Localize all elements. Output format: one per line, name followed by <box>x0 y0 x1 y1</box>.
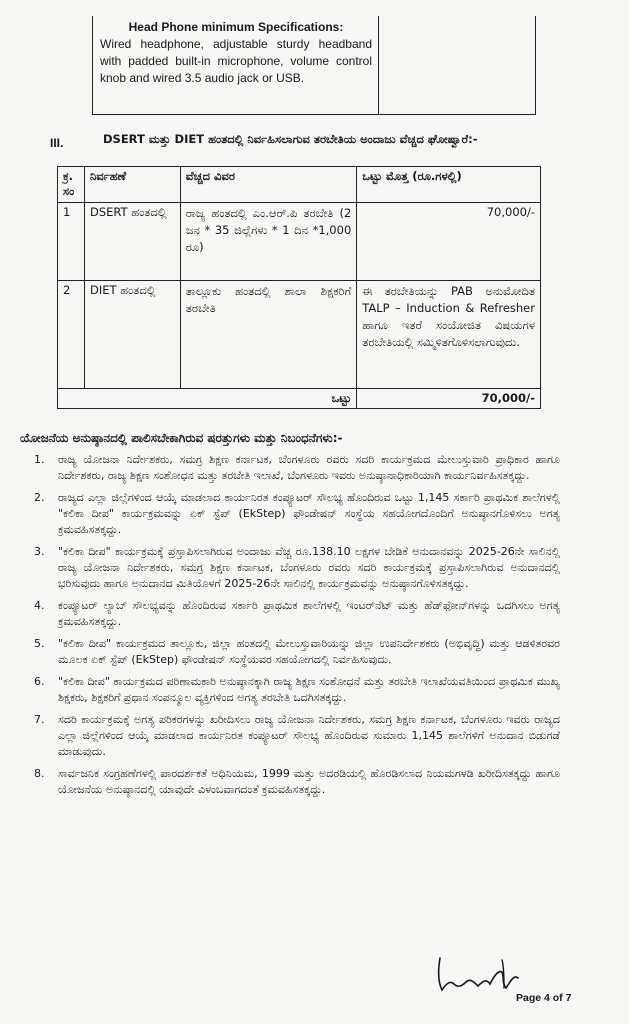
list-item: 8. ಸಾರ್ವಜನಿಕ ಸಂಗ್ರಹಣೆಗಳಲ್ಲಿ ಪಾರದರ್ಶಕತೆ ಅಧಿನಿಯಮ, 1999 ಮತ್ತು ಅದರಡಿಯಲ್ಲಿ ಹೊರಡಿಸಲಾದ ನಿಯಮಗಳಡಿ ಖರೀದಿಸತಕ್ಕದ್ದು ಹಾಗೂ ಯೋಜನೆಯ ಅನುಷ್ಠಾನದಲ್ಲಿ ಯಾವುದೇ ವಿಳಂಬವಾಗದಂತೆ ಕ್ರಮವಹಿಸತಕ್ಕದ್ದು. <box>34 767 560 796</box>
row-detail: ರಾಜ್ಯ ಹಂತದಲ್ಲಿ ಎಂ.ಆರ್.ಪಿ ತರಬೇತಿ (2 ಜನ * 35 ಜಿಲ್ಲೆಗಳು * 1 ದಿನ *1,000 ರೂ) <box>180 203 357 281</box>
table-total-row <box>58 389 541 409</box>
header-sl: ಕ್ರ. ಸಂ <box>58 167 85 203</box>
row-sl: 2 <box>58 281 85 389</box>
row-agency: DIET ಹಂತದಲ್ಲಿ <box>84 281 180 389</box>
list-item: 1. ರಾಜ್ಯ ಯೋಜನಾ ನಿರ್ದೇಶಕರು, ಸಮಗ್ರ ಶಿಕ್ಷಣ ಕರ್ನಾಟಕ, ಬೆಂಗಳೂರು ರವರು ಸದರಿ ಕಾರ್ಯಕ್ರಮದ ಮೇಲುಸ್ತುವಾರಿ ಪ್ರಾಧಿಕಾರ ಹಾಗೂ ನಿರ್ದೇಶಕರು, ರಾಜ್ಯ ಶಿಕ್ಷಣ ಸಂಶೋಧನ ಮತ್ತು ತರಬೇತಿ ಇಲಾಖೆ, ಬೆಂಗಳೂರು ಇವರು ಅನುಷ್ಠಾನಾಧಿಕಾರಿಯಾಗಿ ಕಾರ್ಯನಿರ್ವಹಿಸತಕ್ಕದ್ದು. <box>34 453 560 482</box>
list-item: 6. "ಕಲಿಕಾ ದೀಪ" ಕಾರ್ಯಕ್ರಮದ ಪರಿಣಾಮಕಾರಿ ಅನುಷ್ಠಾನಕ್ಕಾಗಿ ರಾಜ್ಯ ಶಿಕ್ಷಣ ಸಂಶೋಧನೆ ಮತ್ತು ತರಬೇತಿ ಇಲಾಖೆಯವತಿಯಿಂದ ಪ್ರಾಥಮಿಕ ಮುಖ್ಯ ಶಿಕ್ಷಕರು, ಶಿಕ್ಷಕರಿಗೆ ಪ್ರಧಾನ ಸಂಪನ್ಮೂಲ ವ್ಯಕ್ತಿಗಳಿಂದ ಅಗತ್ಯ ತರಬೇತಿ ಒದಗಿಸತಕ್ಕದ್ದು. <box>34 675 560 704</box>
headphone-spec-divider <box>378 16 379 114</box>
list-item: 3. "ಕಲಿಕಾ ದೀಪ" ಕಾರ್ಯಕ್ರಮಕ್ಕೆ ಪ್ರಸ್ತಾಪಿಸಲಾಗಿರುವ ಅಂದಾಜು ವೆಚ್ಚ ರೂ.138.10 ಲಕ್ಷಗಳ ಬೇಡಿಕೆ ಅನುದಾನವನ್ನು 2025-26ನೇ ಸಾಲಿನಲ್ಲಿ ರಾಜ್ಯ ಯೋಜನಾ ನಿರ್ದೇಶಕರು, ಸಮಗ್ರ ಶಿಕ್ಷಣ ಕರ್ನಾಟಕ, ಬೆಂಗಳೂರು ರವರು ಸದರಿ ಕಾರ್ಯಕ್ರಮಕ್ಕೆ ಪ್ರಸ್ತಾಪಿಸಲಾಗಿರುವ ಅನುದಾನದಲ್ಲಿ ಭರಿಸುವುದು ಹಾಗೂ ಅನುದಾನದ ಮಿತಿಯೊಳಗೆ 2025-26ನೇ ಸಾಲಿನಲ್ಲಿ ಕಾರ್ಯಕ್ರಮವನ್ನು ಅನುಷ್ಠಾನಗೊಳಿಸತಕ್ಕದ್ದು. <box>34 545 560 590</box>
table-row <box>58 203 541 281</box>
section-number: III. <box>50 136 64 150</box>
header-detail: ವೆಚ್ಚದ ವಿವರ <box>180 167 357 203</box>
total-label: ಒಟ್ಟು <box>58 389 357 409</box>
list-item: 4. ಕಂಪ್ಯೂಟರ್ ಲ್ಯಾಬ್ ಸೌಲಭ್ಯವನ್ನು ಹೊಂದಿರುವ ಸರ್ಕಾರಿ ಪ್ರಾಥಮಿಕ ಶಾಲೆಗಳಲ್ಲಿ ಇಂಟರ್‌ನೆಟ್ ಮತ್ತು ಹೆಡ್‌ಫೋನ್‌ಗಳನ್ನು ಒದಗಿಸಲು ಅಗತ್ಯ ಕ್ರಮವಹಿಸತಕ್ಕದ್ದು. <box>34 599 560 628</box>
headphone-spec-title: Head Phone minimum Specifications: <box>128 20 344 34</box>
conditions-title: ಯೋಜನೆಯ ಅನುಷ್ಠಾನದಲ್ಲಿ ಪಾಲಿಸಬೇಕಾಗಿರುವ ಷರತ್ತುಗಳು ಮತ್ತು ನಿಬಂಧನೆಗಳು:- <box>20 431 343 445</box>
table-header-row <box>58 167 541 203</box>
section-title: DSERT ಮತ್ತು DIET ಹಂತದಲ್ಲಿ ನಿರ್ವಹಿಸಲಾಗುವ ತರಬೇತಿಯ ಅಂದಾಜು ವೆಚ್ಚದ ಘೋಷ್ವಾರೆ:- <box>103 132 478 146</box>
header-agency: ನಿರ್ವಹಣೆ <box>84 167 180 203</box>
conditions-list <box>28 452 560 798</box>
row-amount: 70,000/- <box>357 203 541 281</box>
list-item: 5. "ಕಲಿಕಾ ದೀಪ" ಕಾರ್ಯಕ್ರಮದ ತಾಲ್ಲೂಕು, ಜಿಲ್ಲಾ ಹಂತದಲ್ಲಿ ಮೇಲುಸ್ತುವಾರಿಯನ್ನು ಜಿಲ್ಲಾ ಉಪನಿರ್ದೇಶಕರು (ಅಭಿವೃದ್ಧಿ) ಮತ್ತು ಆಡಳಿತರವರ ಮೂಲಕ ಏಕ್ ಸ್ಟೆಪ್ (EkStep) ಫೌಂಡೇಷನ್ ಸಂಸ್ಥೆಯವರ ಸಹಯೋಗದಲ್ಲಿ ನಿರ್ವಹಿಸುವುದು. <box>34 637 560 666</box>
row-sl: 1 <box>58 203 85 281</box>
row-agency: DSERT ಹಂತದಲ್ಲಿ <box>84 203 180 281</box>
page-number: Page 4 of 7 <box>516 992 572 1004</box>
table-row <box>58 281 541 389</box>
row-amount: ಈ ತರಬೇತಿಯನ್ನು PAB ಅನುಮೋದಿತ TALP – Induction & Refresher ಹಾಗೂ ಇತರೆ ಸಂಯೋಜಿತ ವಿಷಯಗಳ ತರಬೇತಿಯಲ್ಲಿ ಸಮ್ಮಿಳಿತಗೊಳಿಸಲಾಗುವುದು. <box>357 281 541 389</box>
headphone-spec-box <box>92 16 536 115</box>
total-value: 70,000/- <box>357 389 541 409</box>
header-amount: ಒಟ್ಟು ಮೊತ್ತ (ರೂ.ಗಳಲ್ಲಿ) <box>357 167 541 203</box>
cost-table <box>57 166 541 409</box>
row-detail: ತಾಲ್ಲೂಕು ಹಂತದಲ್ಲಿ ಶಾಲಾ ಶಿಕ್ಷಕರಿಗೆ ತರಬೇತಿ <box>180 281 357 389</box>
list-item: 2. ರಾಜ್ಯದ ಎಲ್ಲಾ ಜಿಲ್ಲೆಗಳಿಂದ ಆಯ್ಕೆ ಮಾಡಲಾದ ಕಾರ್ಯನಿರತ ಕಂಪ್ಯೂಟರ್ ಸೌಲಭ್ಯ ಹೊಂದಿರುವ ಒಟ್ಟು 1,145 ಸರ್ಕಾರಿ ಪ್ರಾಥಮಿಕ ಶಾಲೆಗಳಲ್ಲಿ "ಕಲಿಕಾ ದೀಪ" ಕಾರ್ಯಕ್ರಮವನ್ನು ಏಕ್ ಸ್ಟೆಪ್ (EkStep) ಫೌಂಡೇಷನ್ ಸಂಸ್ಥೆಯ ಸಹಯೋಗದೊಂದಿಗೆ ಅನುಷ್ಠಾನಗೊಳಿಸಲು ಅಗತ್ಯ ಕ್ರಮವಹಿಸತಕ್ಕದ್ದು. <box>34 491 560 536</box>
list-item: 7. ಸದರಿ ಕಾರ್ಯಕ್ರಮಕ್ಕೆ ಅಗತ್ಯ ಪರಿಕರಗಳನ್ನು ಖರೀದಿಸಲು ರಾಜ್ಯ ಯೋಜನಾ ನಿರ್ದೇಶಕರು, ಸಮಗ್ರ ಶಿಕ್ಷಣ ಕರ್ನಾಟಕ, ಬೆಂಗಳೂರು ಇವರು ರಾಜ್ಯದ ಎಲ್ಲಾ ಜಿಲ್ಲೆಗಳಿಂದ ಆಯ್ಕೆ ಮಾಡಲಾದ ಕಾರ್ಯನಿರತ ಕಂಪ್ಯೂಟರ್ ಸೌಲಭ್ಯ ಹೊಂದಿರುವ ಸುಮಾರು 1,145 ಶಾಲೆಗಳಿಗೆ ಅನುದಾನ ಬಿಡುಗಡೆ ಮಾಡುವುದು. <box>34 713 560 758</box>
headphone-spec-text: Wired headphone, adjustable sturdy headband with padded built-in microphone, volume control knob and wired 3.5 audio jack or USB. <box>100 37 372 85</box>
